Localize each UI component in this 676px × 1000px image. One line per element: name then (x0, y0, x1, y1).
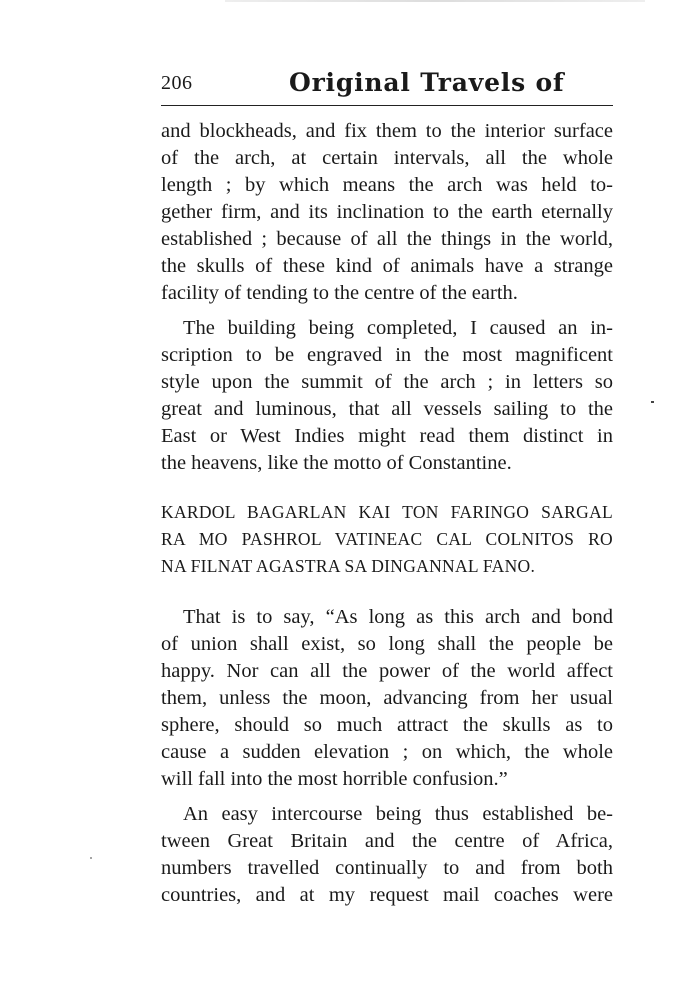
inscription-line: RA MO PASHROL VATINEAC CAL COLNITOS RO (161, 529, 613, 549)
text-line: great and luminous, that all vessels sailing to the (161, 398, 613, 420)
page-header (161, 70, 613, 102)
text-line: scription to be engraved in the most magnificent (161, 344, 613, 366)
text-line: facility of tending to the centre of the earth. (161, 282, 518, 304)
paragraph-2 (161, 315, 613, 477)
text-line: East or West Indies might read them distinct in (161, 425, 613, 447)
text-line: of the arch, at certain intervals, all the whole (161, 147, 613, 169)
text-line: countries, and at my request mail coaches were (161, 884, 613, 906)
paragraph-3 (161, 604, 613, 793)
running-title: Original Travels of (289, 68, 565, 97)
page-number: 206 (161, 72, 193, 94)
text-line: the skulls of these kind of animals have a strange (161, 255, 613, 277)
paragraph-4 (161, 801, 613, 909)
paragraph-1 (161, 118, 613, 307)
text-line: numbers travelled continually to and from both (161, 857, 613, 879)
text-line: and blockheads, and fix them to the interior surface (161, 120, 613, 142)
scan-speck (651, 401, 654, 403)
text-line: tween Great Britain and the centre of Africa, (161, 830, 613, 852)
scan-edge (225, 0, 645, 2)
text-line: the heavens, like the motto of Constantine. (161, 452, 512, 474)
inscription-line: KARDOL BAGARLAN KAI TON FARINGO SARGAL (161, 502, 613, 522)
text-line: gether firm, and its inclination to the earth eternally (161, 201, 613, 223)
text-line: established ; because of all the things in the world, (161, 228, 613, 250)
text-line: of union shall exist, so long shall the people be (161, 633, 613, 655)
header-rule (161, 105, 613, 106)
scan-speck (90, 857, 92, 859)
text-line: style upon the summit of the arch ; in letters so (161, 371, 613, 393)
body-text (161, 118, 613, 917)
text-line: sphere, should so much attract the skulls as to (161, 714, 613, 736)
inscription-line: NA FILNAT AGASTRA SA DINGANNAL FANO. (161, 556, 536, 576)
text-line: happy. Nor can all the power of the world affect (161, 660, 613, 682)
text-line: That is to say, “As long as this arch and bond (183, 606, 613, 628)
text-line: An easy intercourse being thus established be- (183, 803, 613, 825)
inscription-block (161, 499, 613, 580)
text-line: length ; by which means the arch was held to- (161, 174, 613, 196)
text-line: them, unless the moon, advancing from her usual (161, 687, 613, 709)
text-line: The building being completed, I caused an in- (183, 317, 613, 339)
text-line: cause a sudden elevation ; on which, the whole (161, 741, 613, 763)
text-line: will fall into the most horrible confusion.” (161, 768, 508, 790)
